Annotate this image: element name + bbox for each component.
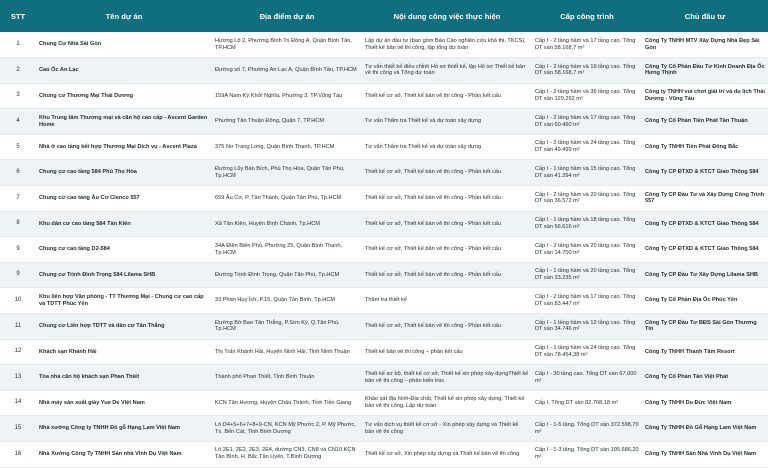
cell-project-name: Khu dân cư cao tầng 584 Tân Kiên	[36, 211, 212, 237]
cell-construction-grade: Cấp I - 2 tầng hầm và 17 tầng cao. Tổng DT sàn 58.168,7 m²	[532, 32, 642, 58]
cell-location: Thị Trấn Khánh Hải, Huyện Ninh Hải, Tỉnh Ninh Thuận	[212, 339, 362, 365]
table-row	[0, 416, 768, 442]
cell-stt: 9	[0, 237, 36, 263]
cell-investor: Công Ty CP ĐTXD & KTCT Giao Thông 584	[642, 211, 768, 237]
cell-construction-grade: Cấp I - 2 tầng hầm và 36 tầng cao. Tổng DT sàn 129.292 m²	[532, 83, 642, 109]
cell-work-scope: Thiết kế cơ sở, Xin phép xây dựng và Thiết kế bản vẽ thi công	[362, 442, 532, 468]
cell-construction-grade: Cấp I - 1 tầng hầm và 24 tầng cao. Tổng DT sàn 78.454,38 m²	[532, 339, 642, 365]
cell-location: KCN Tân Hương, Huyện Châu Thành, Tỉnh Tiền Giang	[212, 390, 362, 416]
table-body	[0, 32, 768, 467]
cell-work-scope: Thiết kế sơ bộ, thiết kế cơ sở, Thiết kế xin phép xây dựngThiết kế bản vẽ thi công – phần kiến trúc	[362, 365, 532, 391]
cell-work-scope: Thẩm tra thiết kế	[362, 288, 532, 314]
header-project-name: Tên dự án	[105, 11, 143, 21]
cell-location: Đường Lũy Bán Bích, Phú Thọ Hòa, Quận Tân Phú, Tp.HCM	[212, 160, 362, 186]
header-investor: Chủ đầu tư	[684, 11, 726, 21]
cell-construction-grade: Cấp I - 1 tầng hầm và 18 tầng cao. Tổng DT sàn 56.616 m²	[532, 211, 642, 237]
cell-location: Đường số 7, Phường An Lạc A, Quận Bình Tân, TP.HCM	[212, 58, 362, 84]
cell-location: 375 Nơ Trang Long, Quận Bình Thạnh, TP.HCM	[212, 134, 362, 160]
cell-project-name: Nhà máy sản xuất giày Yue De Việt Nam	[36, 390, 212, 416]
cell-construction-grade: Cấp I - 1 tầng hầm và 20 tầng cao. Tổng DT sàn 33.235 m²	[532, 262, 642, 288]
cell-project-name: Nhà ở cao tầng kết hợp Thương Mại Dịch vụ - Ascent Plaza	[36, 134, 212, 160]
cell-investor: Công Ty TNHH Sản Nhà Vinh Dụ Việt Nam	[642, 442, 768, 468]
table-row	[0, 32, 768, 58]
cell-work-scope: Thiết kế cơ sở, Thiết kế bản vẽ thi công - Phần kết cấu	[362, 211, 532, 237]
cell-project-name: Chung cư Thương Mại Thái Dương	[36, 83, 212, 109]
cell-investor: Công ty TNHH vui chơi giải trí và du lịch Thái Dương - Vũng Tàu	[642, 83, 768, 109]
cell-stt: 7	[0, 186, 36, 212]
cell-stt: 8	[0, 211, 36, 237]
cell-location: Lô D4+5+6+7+8+9-CN, KCN Mỹ Phước 2, P. Mỹ Phước, Tx. Bến Cát, Tỉnh Bình Dương	[212, 416, 362, 442]
cell-location: Đường Trịnh Đình Trọng, Quận Tân Phú, Tp.HCM	[212, 262, 362, 288]
cell-investor: Công Ty TNHH MTV Xây Dựng Nhà Đẹp Sài Gòn	[642, 32, 768, 58]
table-row	[0, 314, 768, 340]
cell-location: Lô 2E1, 2E2, 2E3, 2E4, đường CN3, CN8 và CN10 KCN Tân Bình, H. Bắc Tân Uyên, T.Bình Dương	[212, 442, 362, 468]
table-row	[0, 160, 768, 186]
table-row	[0, 442, 768, 468]
cell-construction-grade: Cấp I. Tổng DT sàn 82.768,18 m²	[532, 390, 642, 416]
cell-investor: Công Ty Cổ Phần Đầu Tư Kinh Doanh Địa Ốc Hưng Thịnh	[642, 58, 768, 84]
cell-investor: Công Ty Cổ Phần Tiến Phát Tân Thuận	[642, 109, 768, 135]
cell-location: Xã Tân Kiên, Huyện Bình Chánh, Tp.HCM	[212, 211, 362, 237]
cell-construction-grade: Cấp I - 2 tầng hầm và 17 tầng cao. Tổng DT sàn 83.447 m²	[532, 288, 642, 314]
cell-stt: 5	[0, 134, 36, 160]
table-row	[0, 211, 768, 237]
cell-investor: Công Ty Cổ Phần Tân Việt Phát	[642, 365, 768, 391]
table-row	[0, 365, 768, 391]
cell-investor: Công Ty CP ĐTXD & KTCT Giao Thông 584	[642, 160, 768, 186]
cell-stt: 12	[0, 339, 36, 365]
cell-work-scope: Tư vấn Thẩm tra Thiết kế và dự toán xây dựng	[362, 109, 532, 135]
cell-investor: Công Ty TNHH Đồ Gỗ Hạng Lam Việt Nam	[642, 416, 768, 442]
table-row	[0, 288, 768, 314]
cell-construction-grade: Cấp I - 2 tầng hầm và 24 tầng cao. Tổng DT sàn 49.499 m²	[532, 134, 642, 160]
cell-construction-grade: Cấp I - 1-3 tầng. Tổng DT sàn 105.686,20 m²	[532, 442, 642, 468]
cell-location: 33 Phan Huy Ích, P.15, Quận Tân Bình, Tp.HCM	[212, 288, 362, 314]
cell-location: 159A Nam Kỳ Khởi Nghĩa, Phường 3, TP.Vũng Tàu	[212, 83, 362, 109]
cell-work-scope: Lập dự án đầu tư (bao gồm Báo Cáo nghiên cứu khả thi, TKCS), Thiết kế bản vẽ thi công, lập tổng dự toán	[362, 32, 532, 58]
table-row	[0, 109, 768, 135]
cell-stt: 1	[0, 32, 36, 58]
cell-investor: Công Ty CP Đầu Tư Xây Dựng Lilama SHB	[642, 262, 768, 288]
cell-work-scope: Thiết kế cơ sở, Thiết kế bản vẽ thi công - Phần kết cấu	[362, 160, 532, 186]
cell-construction-grade: Cấp I - 30 tầng cao. Tổng DT sàn 67.000 m²	[532, 365, 642, 391]
cell-project-name: Chung cư Trịnh Đình Trọng 584 Lilama SHB	[36, 262, 212, 288]
cell-project-name: Chung cư cao tầng Âu Cơ Cienco 557	[36, 186, 212, 212]
cell-investor: Công Ty CP ĐTXD & KTCT Giao Thông 584	[642, 237, 768, 263]
cell-construction-grade: Cấp I - 2 tầng hầm và 17 tầng cao. Tổng DT sàn 60.460 m²	[532, 109, 642, 135]
cell-project-name: Khu Trung tâm Thương mại và căn hộ cao cấp - Ascent Garden Home	[36, 109, 212, 135]
cell-work-scope: Thiết kế cơ sở, Thiết kế bản vẽ thi công - Phần kết cấu	[362, 314, 532, 340]
cell-investor: Công Ty Cổ Phần Địa Ốc Phúc Yên	[642, 288, 768, 314]
cell-location: Thành phố Phan Thiết, Tỉnh Bình Thuận	[212, 365, 362, 391]
cell-project-name: Chung cư Liên hợp TDTT và dân cư Tân Thắng	[36, 314, 212, 340]
cell-investor: Công Ty TNHH Tiến Phát Đông Bắc	[642, 134, 768, 160]
cell-work-scope: Tư vấn Thẩm tra Thiết kế và dự toán xây dựng	[362, 134, 532, 160]
cell-project-name: Cao Ốc An Lạc	[36, 58, 212, 84]
cell-project-name: Khách sạn Khánh Hải	[36, 339, 212, 365]
cell-stt: 10	[0, 288, 36, 314]
cell-construction-grade: Cấp I - 2 tầng hầm và 19 tầng cao. Tổng DT sàn 58.168,7 m²	[532, 58, 642, 84]
cell-stt: 13	[0, 365, 36, 391]
cell-work-scope: Thiết kế cơ sở, Thiết kế bản vẽ thi công - Phần kết cấu	[362, 262, 532, 288]
cell-project-name: Chung cư cao tầng D2-584	[36, 237, 212, 263]
cell-location: 34A Điện Biên Phủ, Phường 25, Quận Bình Thạnh, Tp.HCM	[212, 237, 362, 263]
cell-location: Đường Bờ Bao Tân Thắng, P.Sơn Kỳ, Q.Tân Phú, Tp.HCM	[212, 314, 362, 340]
header-work-scope: Nội dung công việc thực hiện	[393, 11, 501, 21]
cell-project-name: Tòa nhà căn hộ khách sạn Phan Thiết	[36, 365, 212, 391]
cell-investor: Công Ty TNHH Du Đức Việt Nam	[642, 390, 768, 416]
table-row	[0, 83, 768, 109]
cell-stt: 4	[0, 109, 36, 135]
cell-location: Phường Tân Thuận Đông, Quận 7, TP.HCM	[212, 109, 362, 135]
cell-work-scope: Khảo sát địa hình-Địa chất, Thiết kế xin phép xây dựng, Thiết kế bản vẽ thi công, Lập dự toán	[362, 390, 532, 416]
cell-stt: 14	[0, 390, 36, 416]
header-row	[0, 0, 768, 32]
cell-work-scope: Thiết kế cơ sở, Thiết kế bản vẽ thi công - Phần kết cấu	[362, 83, 532, 109]
cell-work-scope: Tư vấn dịch vụ thiết kế cơ sở - Xin phép xây dựng và Thiết kế bản vẽ thi công	[362, 416, 532, 442]
cell-stt: 9	[0, 262, 36, 288]
table-row	[0, 237, 768, 263]
table-header	[0, 0, 768, 32]
cell-project-name: Chung Cư Nhà Sài Gòn	[36, 32, 212, 58]
cell-location: 659 Âu Cơ, P. Tân Thành, Quận Tân Phú, Tp.HCM	[212, 186, 362, 212]
cell-work-scope: Thiết kế bản vẽ thi công – phần kết cấu	[362, 339, 532, 365]
cell-investor: Công Ty CP Đầu Tư BĐS Sài Gòn Thương Tín	[642, 314, 768, 340]
cell-location: Hương Lộ 2, Phường Bình Trị Đông A, Quận Bình Tân, TP.HCM	[212, 32, 362, 58]
cell-stt: 2	[0, 58, 36, 84]
cell-project-name: Nhà Xưởng Công Ty TNHH Sản nhà Vinh Dụ Việt Nam	[36, 442, 212, 468]
cell-stt: 16	[0, 442, 36, 468]
cell-stt: 11	[0, 314, 36, 340]
table-row	[0, 262, 768, 288]
cell-work-scope: Thiết kế cơ sở, Thiết kế bản vẽ thi công - Phần kết cấu	[362, 237, 532, 263]
cell-stt: 6	[0, 160, 36, 186]
cell-stt: 3	[0, 83, 36, 109]
cell-work-scope: Tư vấn thiết kế điều chỉnh Hồ sơ thiết kế, lập Hồ sơ Thiết kế bản vẽ thi công và Tổng dự toán	[362, 58, 532, 84]
cell-stt: 15	[0, 416, 36, 442]
cell-work-scope: Thiết kế cơ sở, Thiết kế bản vẽ thi công - Phần kết cấu	[362, 186, 532, 212]
table-row	[0, 58, 768, 84]
table-row	[0, 186, 768, 212]
cell-construction-grade: Cấp I - 1-5 tầng. Tổng DT sàn 372.598,70 m²	[532, 416, 642, 442]
cell-project-name: Nhà xưởng Công ty TNHH Đồ gỗ Hạng Lam Việt Nam	[36, 416, 212, 442]
cell-investor: Công Ty CP Đầu Tư và Xây Dựng Công Trình 557	[642, 186, 768, 212]
cell-construction-grade: Cấp I - 2 tầng hầm và 20 tầng cao. Tổng DT sàn 36.572 m²	[532, 186, 642, 212]
header-stt: STT	[10, 11, 26, 21]
cell-construction-grade: Cấp I - 2 tầng hầm và 20 tầng cao. Tổng DT sàn 14.700 m²	[532, 237, 642, 263]
cell-investor: Công Ty TNHH Thanh Tâm Resort	[642, 339, 768, 365]
cell-construction-grade: Cấp I - 1 tầng hầm và 12 tầng cao. Tổng DT sàn 34.746 m²	[532, 314, 642, 340]
header-location: Địa điểm dự án	[259, 11, 315, 21]
table-row	[0, 390, 768, 416]
table-row	[0, 134, 768, 160]
cell-construction-grade: Cấp I - 1 tầng hầm và 15 tầng cao. Tổng DT sàn 41.394 m²	[532, 160, 642, 186]
cell-project-name: Chung cư cao tầng 584 Phú Thọ Hòa	[36, 160, 212, 186]
cell-project-name: Khu liên hợp Văn phòng - TT Thương Mại - Chung cư cao cấp và TDTT Phúc Yên	[36, 288, 212, 314]
header-construction-grade: Cấp công trình	[560, 11, 614, 21]
table-row	[0, 339, 768, 365]
